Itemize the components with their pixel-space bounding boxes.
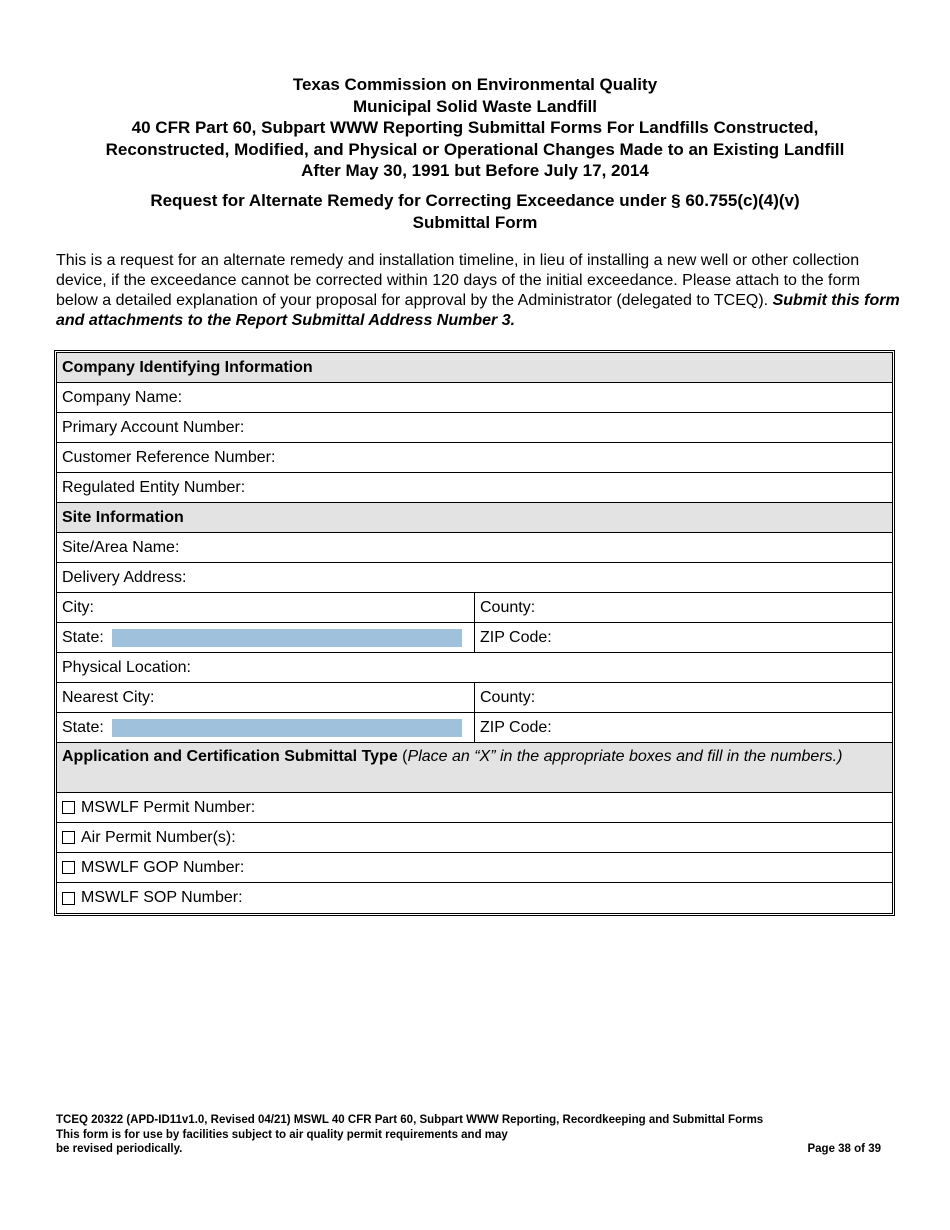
mswlf-gop-checkbox[interactable]: [62, 861, 75, 874]
title-line-2: Municipal Solid Waste Landfill: [353, 96, 597, 116]
application-section-header: Application and Certification Submittal Type (Place an “X” in the appropriate boxes and fill in the numbers.): [57, 743, 892, 793]
title-line-1: Texas Commission on Environmental Quality: [292, 75, 658, 94]
city-county-row: [57, 593, 892, 623]
mswlf-permit-checkbox[interactable]: [62, 801, 75, 814]
state-field: State:: [57, 623, 475, 652]
delivery-address-row[interactable]: [57, 563, 892, 593]
state-field-2: State:: [57, 713, 475, 742]
primary-account-label: Primary Account Number:: [62, 418, 245, 436]
title-line-3: 40 CFR Part 60, Subpart WWW Reporting Submittal Forms For Landfills Constructed,: [131, 118, 819, 137]
customer-ref-row[interactable]: [57, 443, 892, 473]
form-title-line-1: Request for Alternate Remedy for Correcting Exceedance under § 60.755(c)(4)(v): [150, 191, 800, 210]
intro-emphasis: Submit this form and attachments to the Report Submittal Address Number 3.: [56, 292, 900, 329]
air-permit-label: Air Permit Number(s):: [81, 828, 236, 846]
company-section-header: Company Identifying Information: [57, 353, 892, 383]
air-permit-checkbox[interactable]: [62, 831, 75, 844]
air-permit-row: [57, 823, 892, 853]
company-name-row[interactable]: [57, 383, 892, 413]
submittal-form-table: [54, 350, 895, 916]
county-field[interactable]: County:: [480, 598, 536, 616]
county-field-2[interactable]: County:: [480, 688, 536, 706]
mswlf-permit-row: [57, 793, 892, 823]
mswlf-sop-checkbox[interactable]: [62, 892, 75, 905]
page-footer: [56, 1113, 881, 1157]
state-dropdown-2[interactable]: [112, 719, 462, 737]
intro-text: This is a request for an alternate remedy and installation timeline, in lieu of installing a new well or other collection device, if the exceedance cannot be corrected within 120 days of the initial exceedance. Please attach to the form below a detailed explanation of your proposal for approval by the Administrator (delegated to TCEQ).: [56, 252, 861, 309]
mswlf-sop-label: MSWLF SOP Number:: [81, 889, 243, 906]
title-line-4: Reconstructed, Modified, and Physical or Operational Changes Made to an Existing Landfill: [105, 139, 845, 159]
footer-line-2: This form is for use by facilities subject to air quality permit requirements and may: [56, 1128, 508, 1141]
delivery-address-label: Delivery Address:: [62, 568, 187, 586]
title-line-5: After May 30, 1991 but Before July 17, 2014: [301, 161, 649, 180]
page-number: Page 38 of 39: [807, 1143, 881, 1155]
customer-ref-label: Customer Reference Number:: [62, 448, 276, 466]
state-zip-row: [57, 623, 892, 653]
form-title-line-2: Submittal Form: [412, 212, 538, 232]
mswlf-sop-row: [57, 883, 892, 913]
site-section-header: Site Information: [57, 503, 892, 533]
city-field[interactable]: City:: [57, 593, 475, 622]
footer-line-1: TCEQ 20322 (APD-ID11v1.0, Revised 04/21) MSWL 40 CFR Part 60, Subpart WWW Reporting, Recordkeeping and Submittal Forms: [56, 1114, 764, 1126]
state-dropdown[interactable]: [112, 629, 462, 647]
mswlf-gop-label: MSWLF GOP Number:: [81, 858, 245, 876]
company-name-label: Company Name:: [62, 388, 183, 406]
regulated-entity-row[interactable]: [57, 473, 892, 503]
zip-field[interactable]: ZIP Code:: [480, 628, 552, 646]
site-area-name-label: Site/Area Name:: [62, 538, 180, 556]
footer-line-3: be revised periodically.: [56, 1143, 183, 1155]
primary-account-row[interactable]: [57, 413, 892, 443]
zip-field-2[interactable]: ZIP Code:: [480, 718, 552, 736]
document-title: [40, 74, 910, 182]
form-title: [40, 190, 910, 233]
mswlf-permit-label: MSWLF Permit Number:: [81, 798, 256, 816]
physical-location-row[interactable]: [57, 653, 892, 683]
regulated-entity-label: Regulated Entity Number:: [62, 478, 246, 496]
site-area-name-row[interactable]: [57, 533, 892, 563]
nearest-city-county-row: [57, 683, 892, 713]
mswlf-gop-row: [57, 853, 892, 883]
intro-paragraph: [56, 251, 901, 331]
physical-location-label: Physical Location:: [62, 658, 191, 676]
state-zip-row-2: [57, 713, 892, 743]
nearest-city-field[interactable]: Nearest City:: [57, 683, 475, 712]
